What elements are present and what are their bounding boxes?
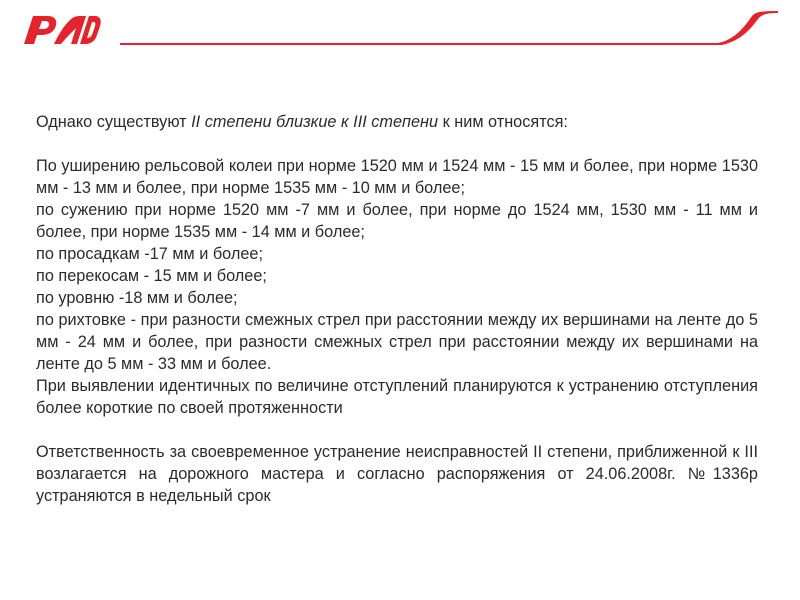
intro-text-end: к ним относятся: <box>438 113 568 131</box>
item-level: по уровню -18 мм и более; <box>36 289 238 307</box>
intro-degree-emphasis: II степени близкие к III степени <box>191 113 439 131</box>
item-narrowing: по сужению при норме 1520 мм -7 мм и более, при норме до 1524 мм, 1530 мм - 11 мм и более, при норме 1535 мм - 14 мм и более; <box>36 201 758 241</box>
responsibility-paragraph: Ответственность за своевременное устранение неисправностей II степени, приближенной к III возлагается на дорожного мастера и согласно распоряжения от 24.06.2008г. №1336р устраняются в недельный срок <box>36 443 758 505</box>
slide-body <box>36 111 758 507</box>
item-priority-note: При выявлении идентичных по величине отступлений планируются к устранению отступления более короткие по своей протяженности <box>36 377 758 417</box>
paragraph-gap <box>36 133 758 155</box>
item-subsidence: по просадкам -17 мм и более; <box>36 245 264 263</box>
item-widening: По уширению рельсовой колеи при норме 1520 мм и 1524 мм - 15 мм и более, при норме 1530 мм - 13 мм и более, при норме 1535 мм - 10 мм и более; <box>36 157 758 197</box>
slide-header <box>0 0 800 60</box>
paragraph-gap <box>36 419 758 441</box>
item-alignment: по рихтовке - при разности смежных стрел при расстоянии между их вершинами на ленте до 5 мм - 24 мм и более, при разности смежных стрел при расстоянии между их вершинами на ленте до 5 мм - 33 мм и более. <box>36 311 758 373</box>
item-skew: по перекосам - 15 мм и более; <box>36 267 267 285</box>
intro-text-start: Однако существуют <box>36 113 192 131</box>
header-swoosh-line <box>0 0 800 60</box>
intro-paragraph <box>36 111 758 133</box>
rzd-logo <box>20 10 104 48</box>
